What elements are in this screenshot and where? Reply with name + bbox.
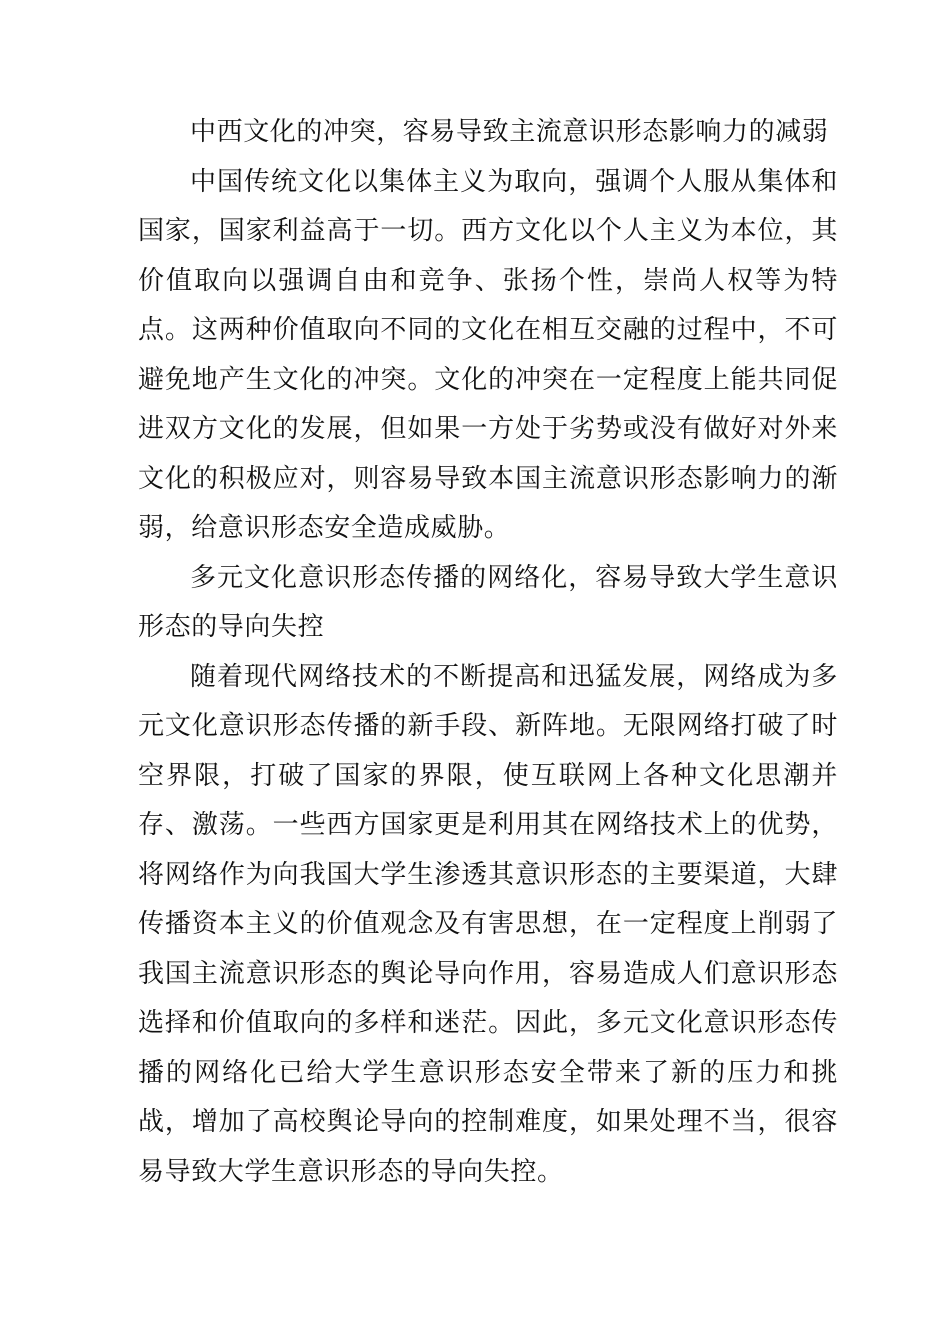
paragraph-culture-conflict: 中国传统文化以集体主义为取向，强调个人服从集体和国家，国家利益高于一切。西方文化以个人主义为本位，其价值取向以强调自由和竞争、张扬个性，崇尚人权等为特点。这两种价值取向不同的文化在相互交融的过程中，不可避免地产生文化的冲突。文化的冲突在一定程度上能共同促进双方文化的发展，但如果一方处于劣势或没有做好对外来文化的积极应对，则容易导致本国主流意识形态影响力的渐弱，给意识形态安全造成威胁。: [138, 166, 838, 543]
section-heading-network-ideology: 多元文化意识形态传播的网络化，容易导致大学生意识形态的导向失控: [138, 562, 838, 642]
paragraph-network-ideology: 随着现代网络技术的不断提高和迅猛发展，网络成为多元文化意识形态传播的新手段、新阵地。无限网络打破了时空界限，打破了国家的界限，使互联网上各种文化思潮并存、激荡。一些西方国家更是利用其在网络技术上的优势，将网络作为向我国大学生渗透其意识形态的主要渠道，大肆传播资本主义的价值观念及有害思想，在一定程度上削弱了我国主流意识形态的舆论导向作用，容易造成人们意识形态选择和价值取向的多样和迷茫。因此，多元文化意识形态传播的网络化已给大学生意识形态安全带来了新的压力和挑战，增加了高校舆论导向的控制难度，如果处理不当，很容易导致大学生意识形态的导向失控。: [138, 661, 838, 1187]
document-body: [138, 108, 838, 1197]
section-heading-culture-conflict: 中西文化的冲突，容易导致主流意识形态影响力的减弱: [190, 117, 829, 147]
